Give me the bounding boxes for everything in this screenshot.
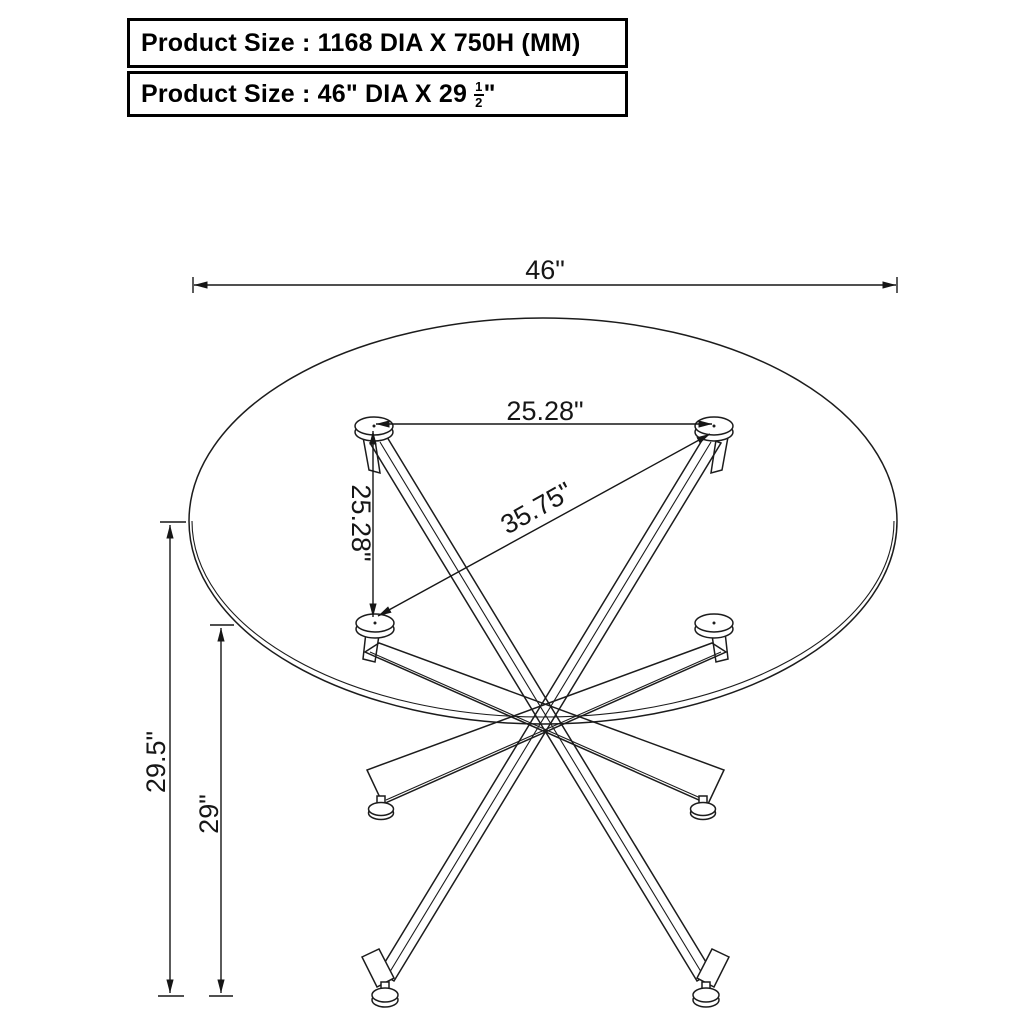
dimension-top-diameter — [193, 255, 897, 293]
dimension-label-pad-diagonal: 35.75" — [495, 476, 578, 541]
pad-bottom-right — [695, 614, 733, 638]
dimension-label-overall-height: 29.5" — [141, 730, 171, 794]
dimension-pad-spacing-vertical — [346, 431, 376, 617]
fraction-numerator: 1 — [475, 79, 483, 95]
leg-highlight — [370, 652, 705, 800]
product-size-imperial-text: Product Size : 46" DIA X 29 — [141, 79, 468, 108]
dimension-label-top-diameter: 46" — [525, 255, 565, 285]
dimension-label-base-height: 29" — [194, 794, 224, 834]
dimension-pad-spacing-horizontal — [376, 396, 712, 426]
pad-bottom-left — [356, 614, 394, 638]
pad-top-right — [695, 417, 733, 441]
inch-mark: " — [483, 79, 496, 108]
leg-mounting-pads — [355, 417, 733, 638]
foot-upper-right — [691, 796, 716, 820]
dimension-label-pad-horizontal: 25.28" — [506, 396, 584, 426]
foot-upper-left — [369, 796, 394, 820]
pad-top-left — [355, 417, 393, 441]
half-fraction — [474, 80, 483, 109]
dimension-overall-height — [141, 522, 186, 996]
fraction-denominator: 2 — [475, 95, 483, 110]
dimension-base-height — [194, 625, 234, 996]
dimension-label-pad-vertical: 25.28" — [346, 484, 376, 562]
product-size-imperial-row — [127, 71, 628, 117]
leg-highlight — [386, 652, 721, 800]
product-size-metric-text: Product Size : 1168 DIA X 750H (MM) — [141, 28, 581, 57]
leg-back-right — [379, 437, 721, 981]
product-size-metric-row — [127, 18, 628, 68]
product-size-box — [127, 18, 628, 117]
